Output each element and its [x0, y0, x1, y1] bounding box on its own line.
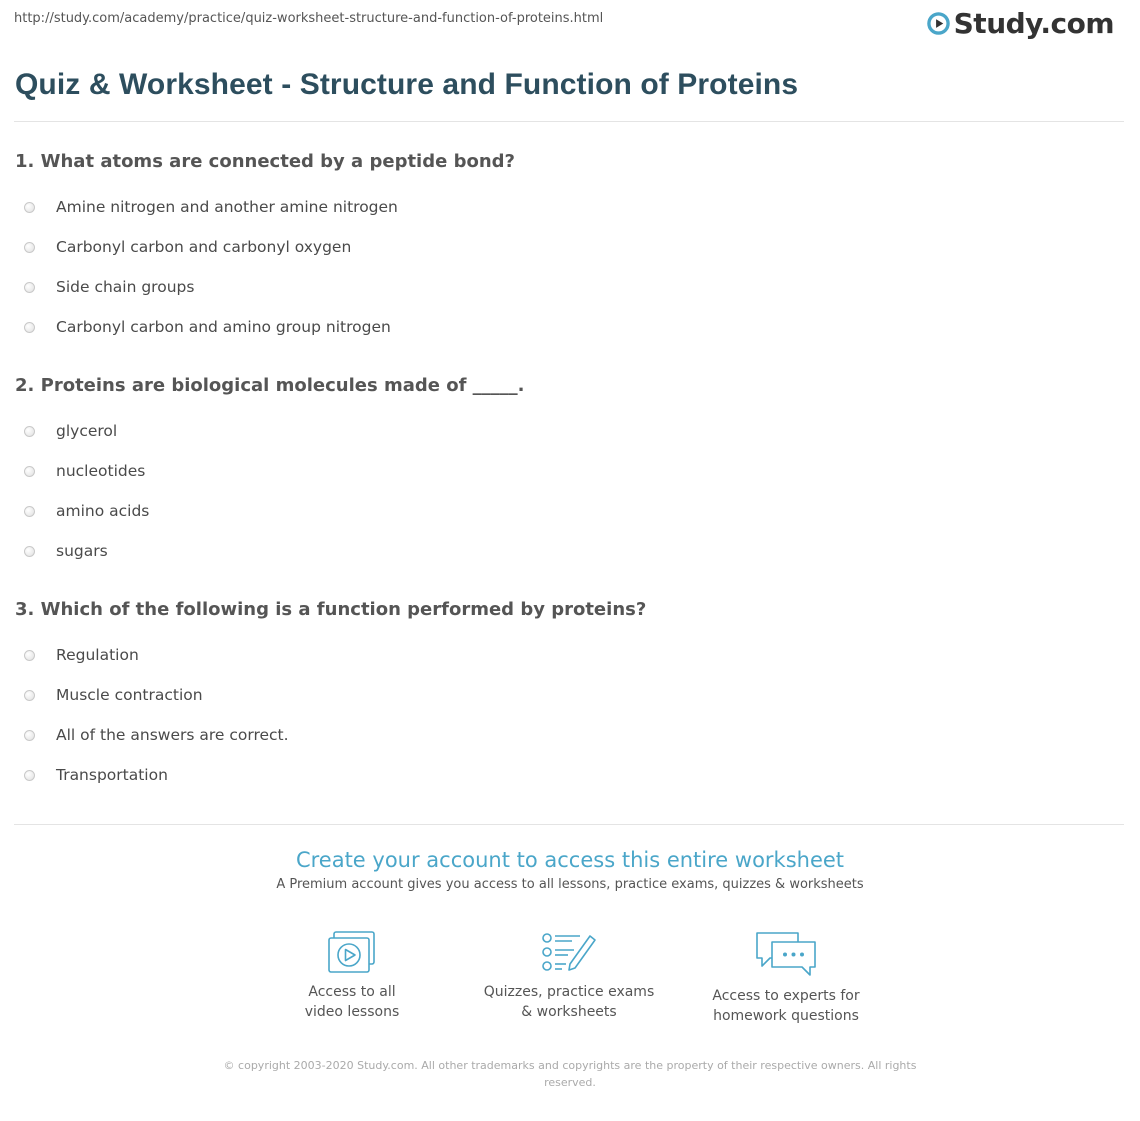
answer-label: nucleotides	[56, 462, 146, 480]
logo-text: Study.com	[953, 7, 1114, 40]
feature-line-1: Access to all	[308, 984, 396, 1000]
radio-button[interactable]	[24, 506, 35, 517]
answer-option[interactable]	[15, 755, 1115, 795]
feature-video-lessons	[252, 930, 452, 1022]
answer-label: sugars	[56, 542, 108, 560]
answer-option[interactable]	[15, 267, 1115, 307]
feature-experts	[686, 930, 886, 1026]
question-text: 3. Which of the following is a function performed by proteins?	[15, 599, 647, 620]
feature-line-2: homework questions	[713, 1008, 859, 1024]
feature-line-2: & worksheets	[521, 1004, 617, 1020]
signup-cta	[0, 846, 1140, 892]
cta-link[interactable]: Create your account to access this entire worksheet	[295, 848, 845, 872]
answer-options	[15, 187, 1115, 347]
cta-divider	[14, 824, 1124, 825]
radio-button[interactable]	[24, 282, 35, 293]
feature-line-1: Access to experts for	[712, 988, 860, 1004]
radio-button[interactable]	[24, 466, 35, 477]
radio-button[interactable]	[24, 650, 35, 661]
radio-button[interactable]	[24, 322, 35, 333]
answer-options	[15, 411, 1115, 571]
answer-option[interactable]	[15, 715, 1115, 755]
question-1	[15, 150, 1115, 347]
radio-button[interactable]	[24, 202, 35, 213]
page-title: Quiz & Worksheet - Structure and Function of Proteins	[15, 68, 799, 101]
answer-options	[15, 635, 1115, 795]
answer-option[interactable]	[15, 451, 1115, 491]
question-text: 2. Proteins are biological molecules made of _____.	[15, 375, 525, 396]
question-list	[15, 150, 1115, 822]
answer-option[interactable]	[15, 307, 1115, 347]
answer-label: amino acids	[56, 502, 150, 520]
answer-label: Regulation	[56, 646, 139, 664]
answer-option[interactable]	[15, 531, 1115, 571]
feature-line-2: video lessons	[304, 1004, 400, 1020]
radio-button[interactable]	[24, 546, 35, 557]
feature-quizzes	[469, 930, 669, 1022]
answer-option[interactable]	[15, 411, 1115, 451]
quiz-checklist-icon	[540, 930, 598, 974]
copyright-footer: © copyright 2003-2020 Study.com. All other trademarks and copyrights are the property of their respective owners. All rights reserved.	[223, 1059, 917, 1089]
page-url: http://study.com/academy/practice/quiz-worksheet-structure-and-function-of-proteins.html	[14, 11, 604, 26]
answer-option[interactable]	[15, 227, 1115, 267]
question-3	[15, 598, 1115, 795]
question-2	[15, 374, 1115, 571]
question-text: 1. What atoms are connected by a peptide bond?	[15, 151, 515, 172]
study-logo[interactable]	[927, 7, 1114, 40]
answer-option[interactable]	[15, 675, 1115, 715]
answer-label: Side chain groups	[56, 278, 195, 296]
chat-bubbles-icon	[754, 930, 818, 978]
answer-label: All of the answers are correct.	[56, 726, 289, 744]
answer-label: Carbonyl carbon and amino group nitrogen	[56, 318, 391, 336]
answer-label: Amine nitrogen and another amine nitrogen	[56, 198, 398, 216]
answer-label: Carbonyl carbon and carbonyl oxygen	[56, 238, 352, 256]
radio-button[interactable]	[24, 426, 35, 437]
answer-option[interactable]	[15, 187, 1115, 227]
answer-label: glycerol	[56, 422, 118, 440]
answer-option[interactable]	[15, 635, 1115, 675]
title-divider	[14, 121, 1124, 122]
play-circle-logo-icon	[927, 12, 950, 35]
answer-label: Muscle contraction	[56, 686, 203, 704]
video-lesson-icon	[326, 930, 378, 974]
radio-button[interactable]	[24, 730, 35, 741]
radio-button[interactable]	[24, 770, 35, 781]
answer-option[interactable]	[15, 491, 1115, 531]
answer-label: Transportation	[56, 766, 168, 784]
cta-subtitle: A Premium account gives you access to all lessons, practice exams, quizzes & worksheets	[276, 877, 864, 892]
radio-button[interactable]	[24, 690, 35, 701]
feature-line-1: Quizzes, practice exams	[483, 984, 655, 1000]
radio-button[interactable]	[24, 242, 35, 253]
